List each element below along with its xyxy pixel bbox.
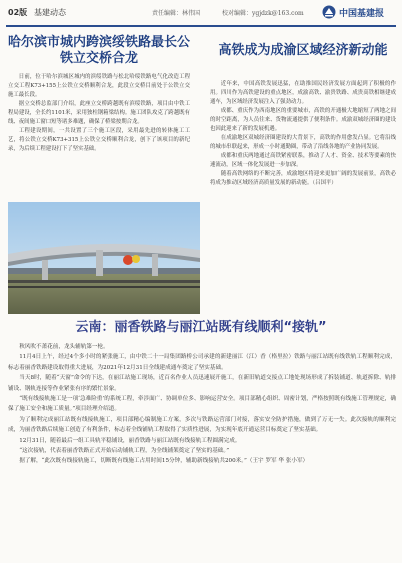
editor-credit: 责任编辑：林伟国 <box>152 10 201 17</box>
header-rule <box>6 25 396 27</box>
article-body-yunnan <box>8 342 396 552</box>
paragraph: 为了顺利完成丽江站既有线接轨施工，项目部精心编制施工方案，多次与铁路运营部门对接，落实安全防护措施，做到了万无一失。此次接轨的顺利完成，为丽香铁路后续施工创造了有利条件，标志着全线铺轨工程取得了实质性进展，为实现年底开通运营目标奠定了坚实基础。 <box>8 416 396 434</box>
paragraph: 随着高铁网络的不断完善，成渝地区将迎来更加广阔的发展前景，高铁必将成为推动区域经济高质量发展的新动能。（吕国平） <box>210 171 396 186</box>
article-body-harbin <box>8 73 190 199</box>
paragraph: “既有线接轨施工是一项‘急难险重’的系统工程，牵涉面广、协调单位多、影响运营安全。项目部精心组织、周密计划，严格按照既有线施工管理规定，确保了施工安全和施工质量。”项目经理介绍道。 <box>8 396 396 413</box>
paragraph: 秋风吹不萧花前，龙头辅轨第一枪。 <box>19 344 109 350</box>
paragraph: 11月4日上午，经过4个多小时的紧张施工，由中铁二十一局集团路桥公司承建的新建丽江（江）香（格里拉）铁路与丽江站既有线铁轨工程顺利完成，标志着丽香铁路建设取得重大进展，为2021年12月31日全线建成通车奠定了坚实基础。 <box>8 354 396 371</box>
paragraph: 12月31日，随着最后一组工具轨平稳铺设，丽香铁路与丽江站既有线接轨工程圆满完成。 <box>19 437 241 444</box>
page-header <box>0 0 402 26</box>
article-body-chengyu <box>210 80 396 310</box>
paragraph: 日前，位于哈尔滨城区城内的滨绥铁路与松北哈绥铁路电气化改造工程立交工程K73+155上公铁立交桥顺利合龙，此段立交桥目前处于公铁立交施工最长段。 <box>8 74 190 98</box>
page-number: 02版 <box>8 8 28 17</box>
paragraph: “这次接轨，代表着丽香铁路正式开始启动铺轨工程，为全线铺架奠定了坚实的基础。” <box>19 448 230 455</box>
article-title-chengyu: 高铁成为成渝区域经济新动能 <box>218 43 388 58</box>
paragraph: 在成渝地区双城经济圈建设的大背景下，高铁的作用愈发凸显。它将沿线的城市串联起来，形成一小时通勤圈，带动了沿线各地的产业协同发展。 <box>210 135 396 150</box>
logo-icon <box>322 5 336 19</box>
paragraph: 近年来，中国高铁发展迅猛，在助推国民经济发展方面起到了积极的作用。四川作为高铁建设的重点地区，成渝高铁、渝贵铁路、成贵高铁相继建成通车，为区域经济发展注入了强劲动力。 <box>210 81 396 105</box>
logo-text: 中国基建报 <box>339 9 385 19</box>
paragraph: 据立交桥总监部门介绍，此座立交桥跨越既有滨绥铁路，项目由中铁工程局建设，全长约1101米，采用独柱钢箱梁结构。施工团队攻克了跨越既有线、夜间施工窗口短等诸多难题，确保了桥梁按期合龙。 <box>8 101 190 125</box>
paragraph: 工程建设期间，一共设置了三个施工区段，采用最先进的转体施工工艺，将公铁立交桥K73+315上公铁立交桥顺利合龙，创下了该项目的新纪录，为后续工程建设打下了坚实基础。 <box>8 128 190 152</box>
newspaper-logo <box>322 3 396 21</box>
contact-email: 校对编辑：ygjdzk@163.com <box>222 10 304 17</box>
article-title-yunnan: 云南：丽香铁路与丽江站既有线顺利“接轨” <box>75 320 327 335</box>
paragraph: 当天8时，随着“天窗”命令的下达，在丽江站施工现场，近百名作业人员迅速展开施工，在新旧轨道交接点工地处现场形成了拆装铺道、轨道拆除、轨排铺设、钢轨连接等作业紧张有序的繁忙景象。 <box>8 375 396 392</box>
paragraph: 据了解，“此次既有线接轨施工，切断既有线施工占用时间15分钟，辅助新线接轨共200米。”（王宇 罗军 华 张小军） <box>19 458 309 465</box>
paragraph: 成都和重庆两地通过高铁紧密联系，推动了人才、资金、技术等要素的快速流动，区域一体化发展进一步加深。 <box>210 153 396 168</box>
bridge-photo <box>8 202 200 314</box>
paragraph: 成都、重庆作为西南地区的重要城市，高铁的开通极大地缩短了两地之间的时空距离，为人员往来、货物流通提供了便利条件。成渝双城经济圈的建设也因此迎来了新的发展机遇。 <box>210 108 396 132</box>
article-title-harbin: 哈尔滨市城内跨滨绥铁路最长公铁立交桥合龙 <box>8 35 191 67</box>
section-name: 基建动态 <box>34 8 66 17</box>
